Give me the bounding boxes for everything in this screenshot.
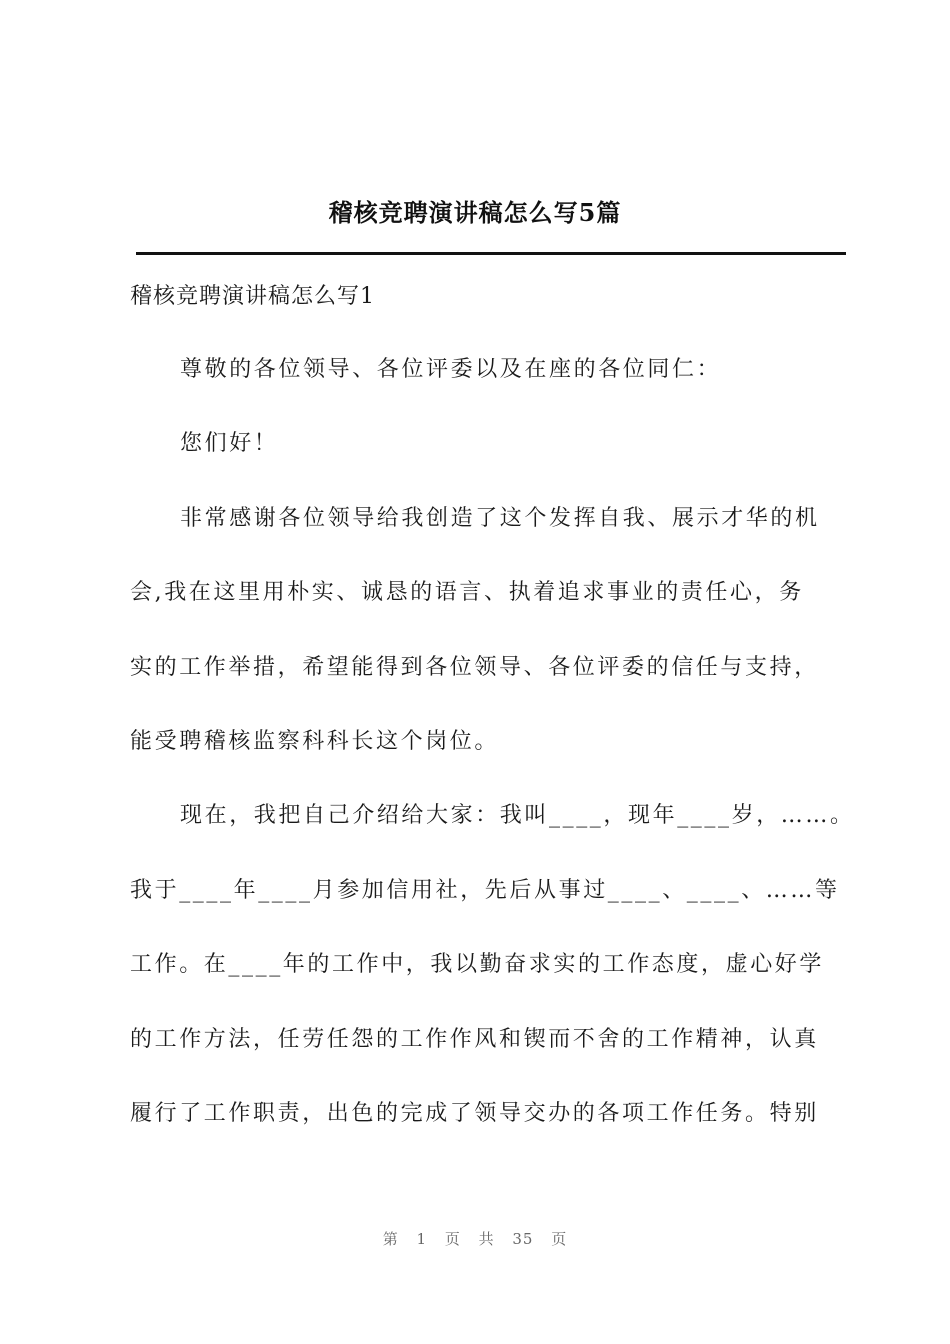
section-heading: 稽核竞聘演讲稿怎么写1 [130, 284, 375, 309]
paragraph-line: 现在，我把自己介绍给大家：我叫____，现年____岁，……。 [180, 803, 855, 828]
paragraph-line: 能受聘稽核监察科科长这个岗位。 [130, 729, 500, 754]
paragraph-line: 非常感谢各位领导给我创造了这个发挥自我、展示才华的机 [180, 506, 820, 531]
title-underline-rule [136, 252, 846, 255]
page-number-footer: 第 1 页 共 35 页 [382, 1230, 568, 1248]
paragraph-line: 的工作方法，任劳任怨的工作作风和锲而不舍的工作精神，认真 [130, 1027, 819, 1052]
greeting-line: 您们好！ [180, 431, 279, 456]
salutation-line: 尊敬的各位领导、各位评委以及在座的各位同仁： [180, 357, 722, 382]
paragraph-line: 工作。在____年的工作中，我以勤奋求实的工作态度，虚心好学 [130, 952, 825, 977]
paragraph-line: 我于____年____月参加信用社，先后从事过____、____、……等 [130, 878, 840, 903]
document-title: 稽核竞聘演讲稿怎么写5篇 [328, 198, 622, 227]
paragraph-line: 实的工作举措，希望能得到各位领导、各位评委的信任与支持， [130, 655, 819, 680]
paragraph-line: 会,我在这里用朴实、诚恳的语言、执着追求事业的责任心，务 [130, 580, 804, 605]
paragraph-line: 履行了工作职责，出色的完成了领导交办的各项工作任务。特别 [130, 1101, 819, 1126]
